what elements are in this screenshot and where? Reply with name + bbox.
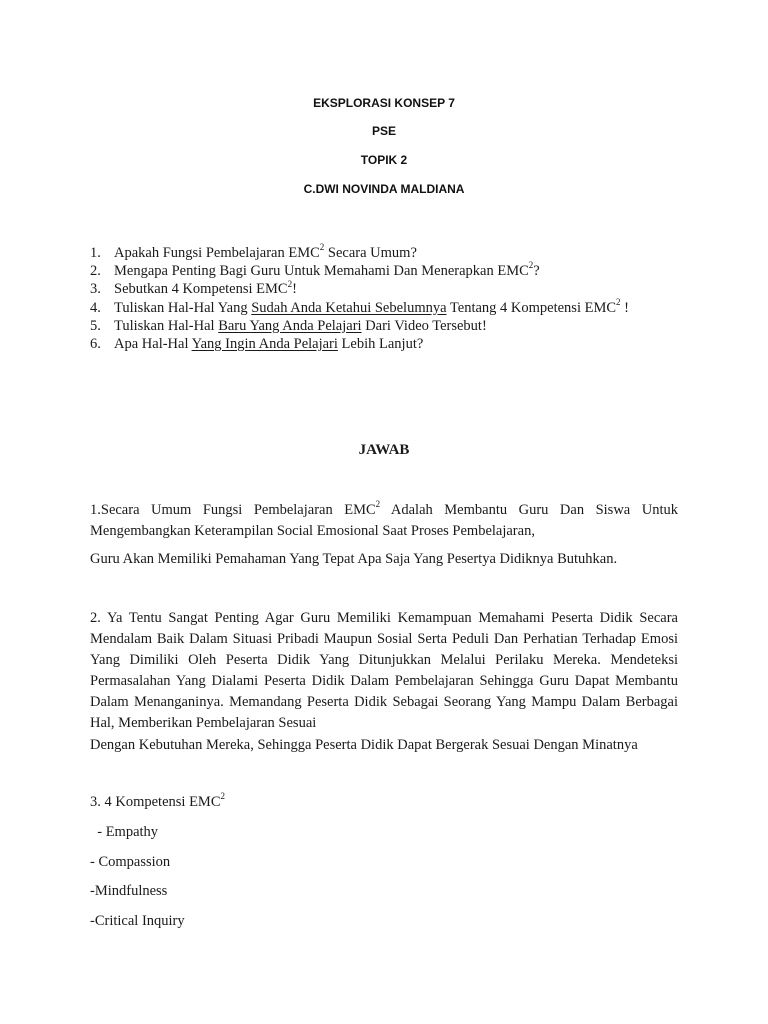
underlined-phrase: Yang Ingin Anda Pelajari xyxy=(191,336,338,353)
topic-label: TOPIK 2 xyxy=(360,153,408,167)
question-item-1 xyxy=(90,244,730,262)
answer-1-paragraph: 1.Secara Umum Fungsi Pembelajaran EMC$^2$ Adalah Membantu Guru Dan Siswa Untuk Mengembangkan Keterampilan Social Emosional Saat Proses Pembelajaran, xyxy=(90,499,678,539)
document-title: EKSPLORASI KONSEP 7 xyxy=(313,96,455,110)
question-text: Tuliskan Hal-Hal Yang Sudah Anda Ketahui Sebelumnya Tentang 4 Kompetensi EMC$^2$ ! xyxy=(114,296,629,316)
question-number: 2. xyxy=(90,263,101,280)
subject-label: PSE xyxy=(371,124,396,138)
question-item-5 xyxy=(90,317,730,335)
competency-item: - Compassion xyxy=(90,854,171,870)
underlined-phrase: Sudah Anda Ketahui Sebelumnya xyxy=(251,299,447,316)
question-text: Mengapa Penting Bagi Guru Untuk Memahami Dan Menerapkan EMC$^2$? xyxy=(114,260,540,280)
answer-1-continuation: Guru Akan Memiliki Pemahaman Yang Tepat Apa Saja Yang Pesertya Didiknya Butuhkan. xyxy=(90,551,618,567)
question-item-6 xyxy=(90,335,730,353)
underlined-phrase: Baru Yang Anda Pelajari xyxy=(218,317,362,334)
question-number: 6. xyxy=(90,336,101,353)
competency-item: -Critical Inquiry xyxy=(90,913,185,929)
answer-3-heading: 3. 4 Kompetensi EMC$^2$ xyxy=(90,791,225,810)
answer-2-paragraph: 2. Ya Tentu Sangat Penting Agar Guru Memiliki Kemampuan Memahami Peserta Didik Secara Mendalam Baik Dalam Situasi Pribadi Maupun Sosial Serta Peduli Dan Perhatian Terhadap Emosi Yang Dimiliki Oleh Peserta Didik Yang Ditunjukkan Melalui Perilaku Mereka. Mendeteksi Permasalahan Yang Dialami Peserta Didik Dalam Pembelajaran Sehingga Guru Dapat Membantu Dalam Menanganinya. Memandang Peserta Didik Sebagai Seorang Yang Mampu Dalam Berbagai Hal, Memberikan Pembelajaran Sesuai xyxy=(90,610,678,731)
question-text: Apakah Fungsi Pembelajaran EMC$^2$ Secara Umum? xyxy=(114,242,417,261)
question-number: 4. xyxy=(90,299,101,316)
question-item-3 xyxy=(90,280,730,298)
competency-item: -Mindfulness xyxy=(90,883,168,899)
answer-heading: JAWAB xyxy=(358,442,410,458)
question-text: Apa Hal-Hal Yang Ingin Anda Pelajari Lebih Lanjut? xyxy=(114,336,424,353)
question-list xyxy=(90,244,730,353)
author-name: C.DWI NOVINDA MALDIANA xyxy=(303,182,465,196)
question-text: Tuliskan Hal-Hal Baru Yang Anda Pelajari Dari Video Tersebut! xyxy=(114,317,487,334)
question-text: Sebutkan 4 Kompetensi EMC$^2$! xyxy=(114,278,297,298)
question-number: 5. xyxy=(90,317,101,334)
question-item-2 xyxy=(90,262,730,280)
competency-item: - Empathy xyxy=(90,824,159,840)
question-item-4 xyxy=(90,296,730,317)
answer-2-continuation: Dengan Kebutuhan Mereka, Sehingga Peserta Didik Dapat Bergerak Sesuai Dengan Minatnya xyxy=(90,737,638,753)
question-number: 1. xyxy=(90,245,101,261)
question-number: 3. xyxy=(90,281,101,298)
